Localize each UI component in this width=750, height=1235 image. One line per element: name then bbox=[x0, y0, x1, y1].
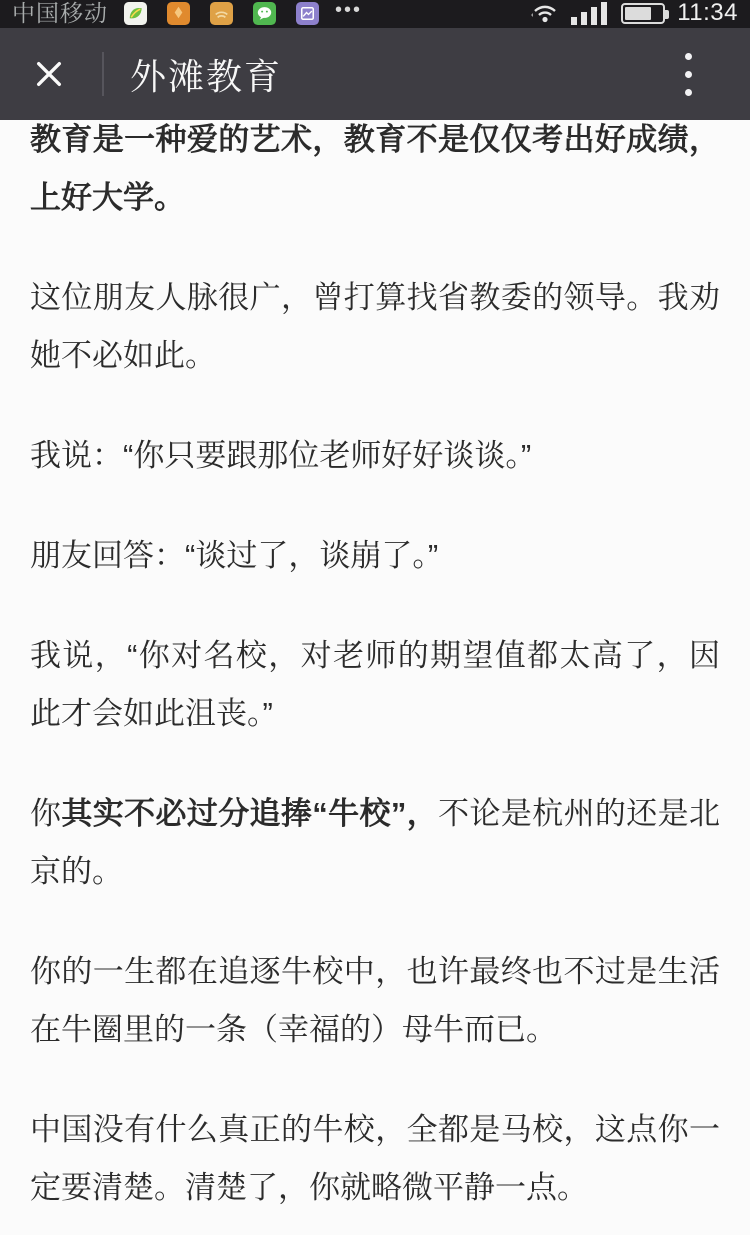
status-bar bbox=[0, 0, 750, 28]
menu-button[interactable] bbox=[679, 47, 698, 102]
article-paragraph bbox=[30, 627, 720, 743]
more-notifications-icon: ••• bbox=[335, 0, 363, 21]
wechat-app-icon bbox=[253, 2, 276, 25]
article-text: 你 bbox=[30, 796, 62, 831]
article-text: 朋友回答：“谈过了，谈崩了。” bbox=[30, 538, 439, 573]
menu-dot bbox=[685, 89, 692, 96]
battery-fill bbox=[625, 7, 651, 20]
titlebar bbox=[0, 28, 750, 120]
article-text: 这位朋友人脉很广，曾打算找省教委的领导。我劝她不必如此。 bbox=[30, 280, 720, 373]
article-paragraph bbox=[30, 527, 720, 585]
menu-dot bbox=[685, 53, 692, 60]
article-paragraph bbox=[30, 269, 720, 385]
leaf-app-icon bbox=[124, 2, 147, 25]
article-text: 我说，“你对名校，对老师的期望值都太高了，因此才会如此沮丧。” bbox=[30, 638, 720, 731]
close-icon bbox=[34, 58, 64, 90]
article-text-bold: 其实不必过分追捧“牛校”， bbox=[61, 796, 439, 831]
signal-strength-icon bbox=[571, 1, 609, 25]
clock-label: 11:34 bbox=[677, 0, 738, 26]
titlebar-divider bbox=[102, 52, 104, 96]
article-paragraph bbox=[30, 427, 720, 485]
status-bar-right bbox=[531, 0, 738, 27]
article-paragraph bbox=[30, 111, 720, 227]
battery-nub bbox=[665, 10, 669, 19]
purple-app-icon bbox=[296, 2, 319, 25]
menu-dot bbox=[685, 71, 692, 78]
article-text-bold: 教育是一种爱的艺术，教育不是仅仅考出好成绩，上好大学。 bbox=[30, 122, 720, 215]
battery-icon bbox=[621, 3, 665, 24]
orange-app-icon bbox=[167, 2, 190, 25]
article-text: 不论是杭州的还是北京的。 bbox=[30, 796, 721, 889]
article-paragraph bbox=[30, 785, 720, 901]
page-title: 外滩教育 bbox=[130, 55, 283, 97]
article-paragraph bbox=[30, 943, 720, 1059]
amber-app-icon bbox=[210, 2, 233, 25]
article-text: 中国没有什么真正的牛校，全都是马校，这点你一定要清楚。清楚了，你就略微平静一点。 bbox=[30, 1112, 720, 1205]
article-paragraph bbox=[30, 1101, 720, 1217]
carrier-label: 中国移动 bbox=[12, 0, 108, 26]
wifi-icon bbox=[531, 2, 559, 24]
notification-icons bbox=[124, 2, 319, 25]
article-body bbox=[0, 111, 750, 1217]
article-text: 我说：“你只要跟那位老师好好谈谈。” bbox=[30, 438, 532, 473]
article-text: 你的一生都在追逐牛校中，也许最终也不过是生活在牛圈里的一条（幸福的）母牛而已。 bbox=[30, 954, 720, 1047]
close-button[interactable] bbox=[0, 58, 64, 90]
